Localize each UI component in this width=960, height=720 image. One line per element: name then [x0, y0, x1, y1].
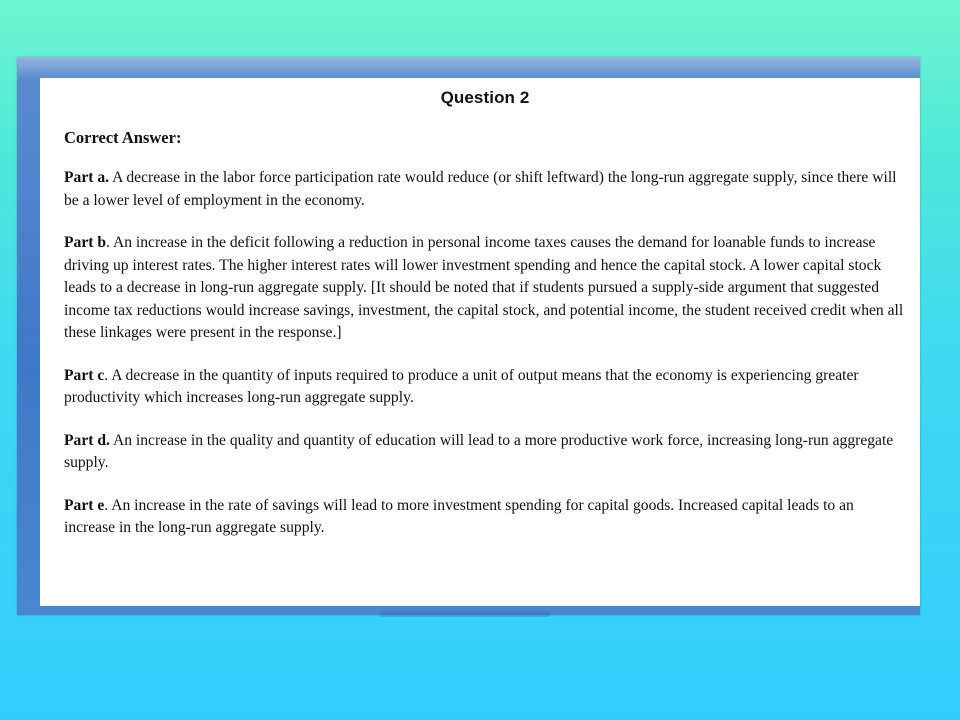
part-d-text: An increase in the quality and quantity of education will lead to a more productive work force, increasing long-run aggregate supply. [64, 431, 894, 471]
part-c-label: Part c [64, 366, 105, 384]
part-b-text: . An increase in the deficit following a reduction in personal income taxes causes the demand for loanable funds to increase driving up interest rates. The higher interest rates will lower investment spending and hence the capital stock. A lower capital stock leads to a decrease in long-run aggregate supply. [It should be noted that if students pursued a supply-side argument that suggested income tax reductions would increase savings, investment, the capital stock, and potential income, the student received credit when all these linkages were present in the response.] [64, 234, 904, 341]
part-e-paragraph [64, 495, 906, 540]
footer-blur [380, 611, 550, 617]
part-e-text: . An increase in the rate of savings will lead to more investment spending for capital goods. Increased capital leads to an increase in the long-run aggregate supply. [64, 496, 854, 536]
part-e-label: Part e [64, 496, 105, 514]
answer-heading: Correct Answer: [64, 128, 182, 147]
part-a-paragraph [64, 167, 906, 212]
part-b-paragraph [64, 232, 906, 345]
slide-frame [17, 57, 920, 615]
part-a-label: Part a. [64, 169, 110, 186]
document-title: Question 2 [440, 88, 530, 107]
part-d-paragraph [64, 430, 906, 475]
part-c-text: . A decrease in the quantity of inputs required to produce a unit of output means that the economy is experiencing greater productivity which increases long-run aggregate supply. [64, 366, 859, 406]
part-d-label: Part d. [64, 431, 110, 449]
part-c-paragraph [64, 365, 906, 410]
document-page [40, 78, 920, 606]
part-a-text: A decrease in the labor force participation rate would reduce (or shift leftward) the long-run aggregate supply, since there will be a lower level of employment in the economy. [64, 169, 897, 209]
part-b-label: Part b [64, 234, 107, 251]
